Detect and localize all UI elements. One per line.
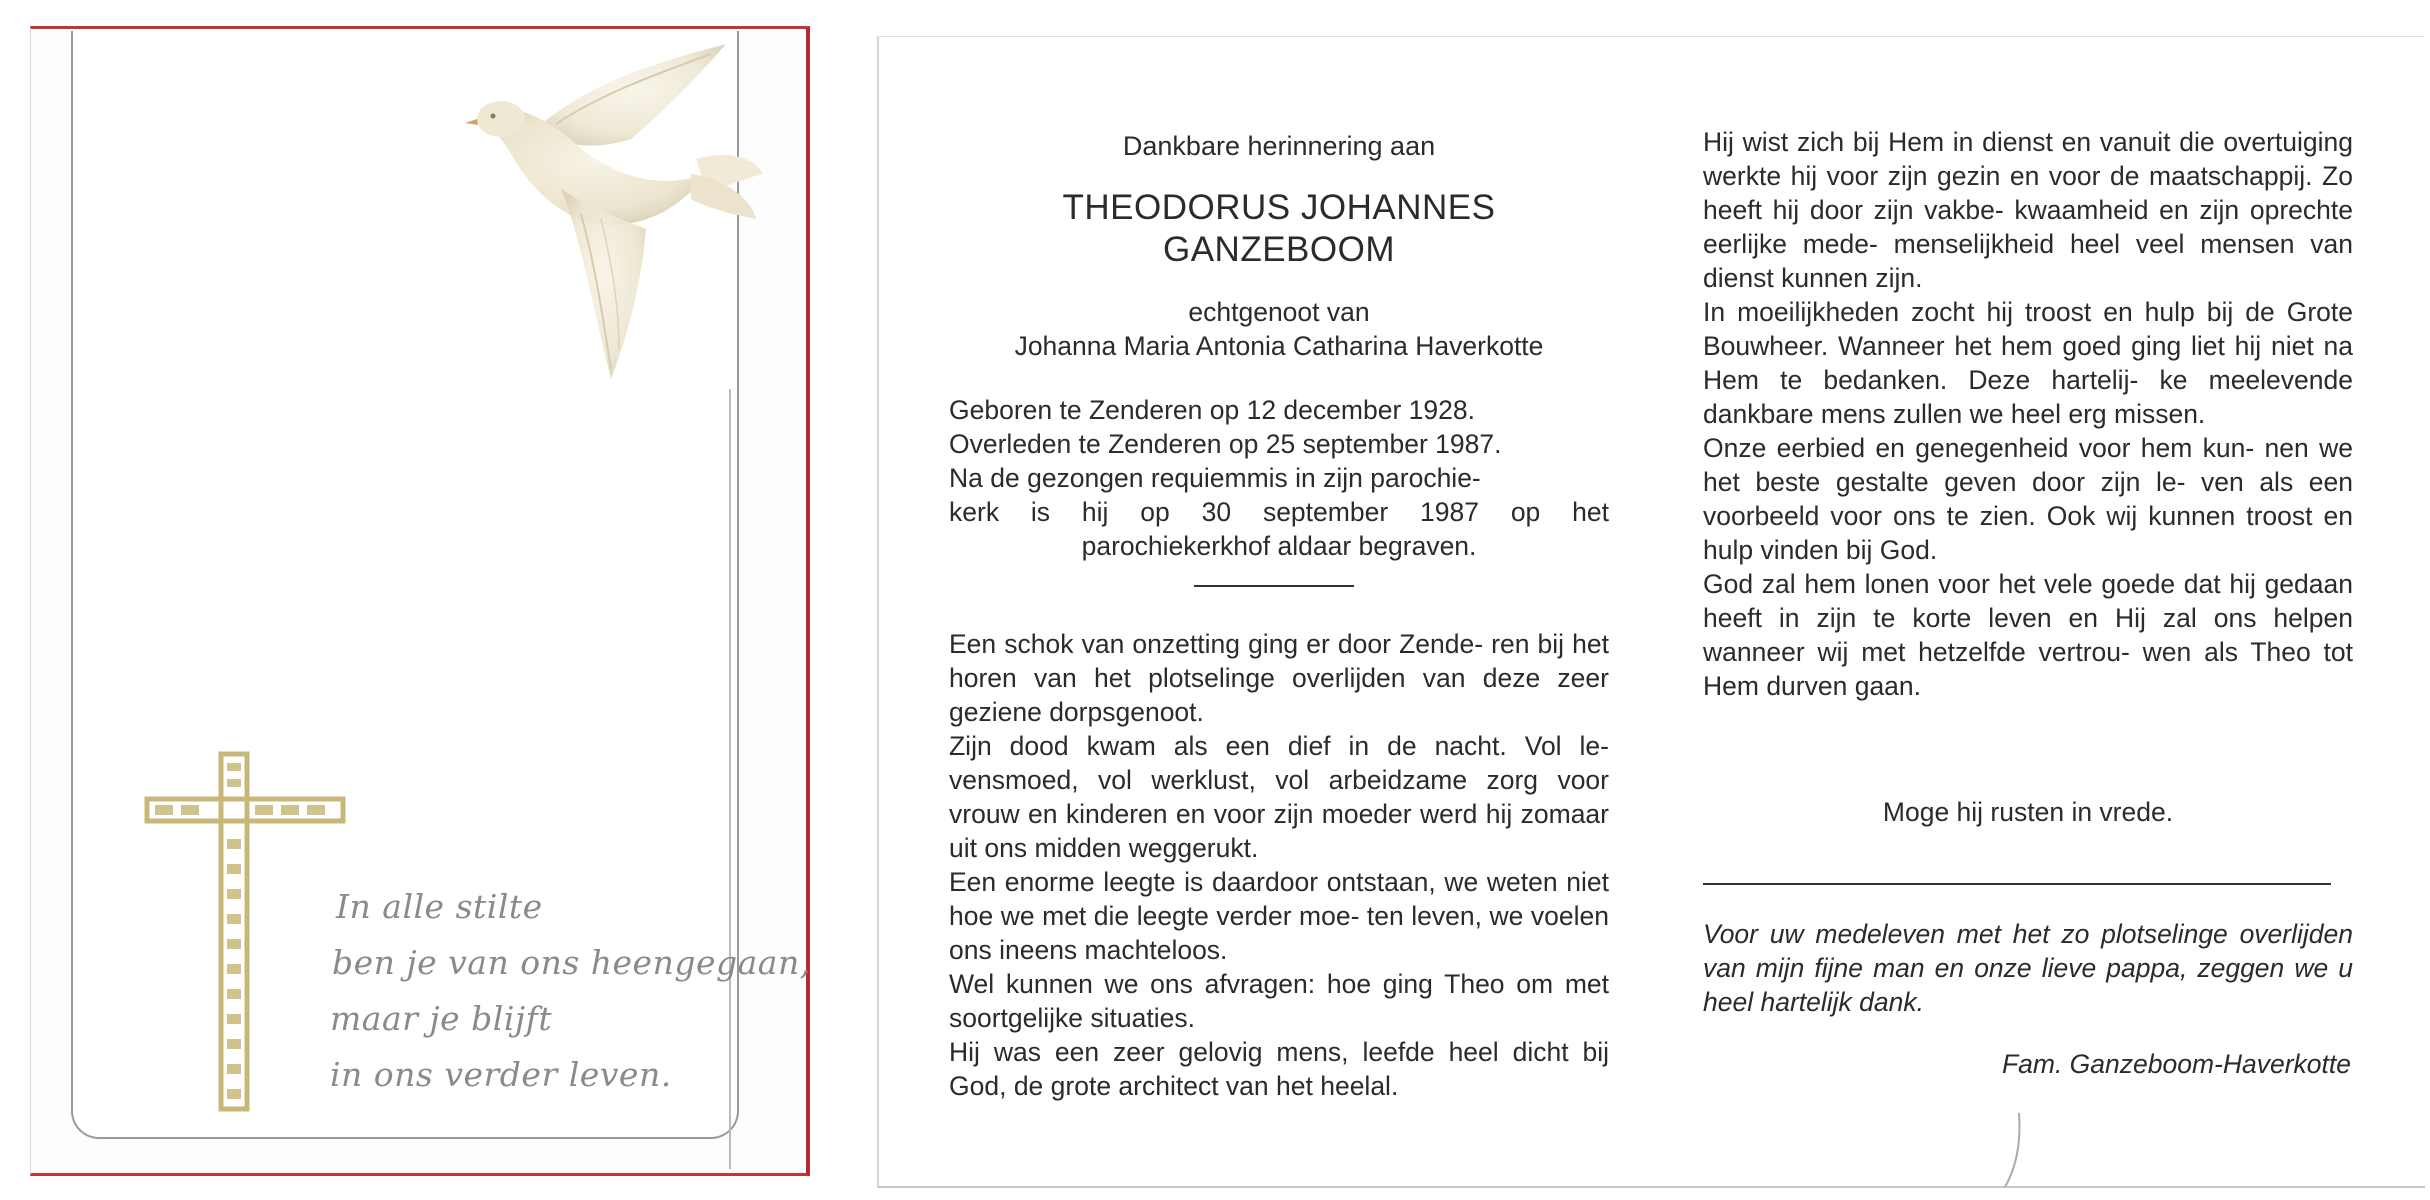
family-signature: Fam. Ganzeboom-Haverkotte: [2001, 1049, 2351, 1079]
spouse-block: [949, 295, 1609, 363]
divider-rule: [1703, 883, 2331, 885]
date-line: kerk is hij op 30 september 1987 op het: [949, 497, 1609, 527]
intro-line: Dankbare herinnering aan: [1122, 131, 1436, 161]
dates-block: [949, 393, 1609, 563]
name-line: THEODORUS JOHANNES: [1062, 188, 1496, 227]
date-line: parochiekerkhof aldaar begraven.: [1081, 531, 1477, 561]
paragraph: Hij wist zich bij Hem in dienst en vanuit die overtuiging werkte hij voor zijn gezin en voor de maatschappij. Zo heeft hij door zijn vakbe- kwaamheid en zijn oprechte eerlijke mede- menselijkheid heel veel mensen van dienst kunnen zijn.: [1703, 127, 2353, 293]
cross-icon: [141, 749, 351, 1119]
column1-text: [949, 627, 1609, 1103]
date-line: Geboren te Zenderen op 12 december 1928.: [949, 395, 1475, 425]
poem-line: in ons verder leven.: [330, 1055, 672, 1094]
fold-mark: [1997, 1111, 2037, 1191]
thanks-note: Voor uw medeleven met het zo plotselinge overlijden van mijn fijne man en onze lieve pappa, zeggen we u heel hartelijk dank.: [1703, 919, 2353, 1017]
paragraph: Een schok van onzetting ging er door Zende- ren bij het horen van het plotselinge overlijden van deze zeer geziene dorpsgenoot.: [949, 629, 1609, 727]
spouse-label: echtgenoot van: [1188, 297, 1370, 327]
paragraph: Wel kunnen we ons afvragen: hoe ging Theo om met soortgelijke situaties.: [949, 969, 1609, 1033]
paragraph: Een enorme leegte is daardoor ontstaan, we weten niet hoe we met die leegte verder moe- ten leven, we voelen ons ineens machteloos.: [949, 867, 1609, 965]
date-line: Overleden te Zenderen op 25 september 1987.: [949, 429, 1502, 459]
name-line: GANZEBOOM: [1162, 230, 1396, 269]
column2-text: [1703, 125, 2353, 703]
spouse-name: Johanna Maria Antonia Catharina Haverkotte: [1014, 331, 1544, 361]
dove-illustration: [441, 39, 771, 409]
inside-card: [877, 36, 2425, 1188]
paragraph: Zijn dood kwam als een dief in de nacht. Vol le- vensmoed, vol werklust, vol arbeidzame zorg voor vrouw en kinderen en voor zijn moeder werd hij zomaar uit ons midden weggerukt.: [949, 731, 1609, 863]
poem-line: ben je van ons heengegaan,: [332, 943, 811, 982]
paragraph: God zal hem lonen voor het vele goede dat hij gedaan heeft in zijn te korte leven en Hij zal ons helpen wanneer wij met hetzelfde vertrou- wen als Theo tot Hem durven gaan.: [1703, 569, 2353, 701]
deceased-name: [949, 187, 1609, 271]
front-card: [30, 26, 810, 1176]
poem-line: In alle stilte: [336, 887, 543, 926]
paragraph: Onze eerbied en genegenheid voor hem kun- nen we het beste gestalte geven door zijn le- ven als een voorbeeld voor ons te zien. Ook wij kunnen troost en hulp vinden bij God.: [1703, 433, 2353, 565]
divider-rule: [1194, 585, 1354, 587]
date-line: Na de gezongen requiemmis in zijn parochie-: [949, 463, 1481, 493]
poem: [330, 879, 811, 1103]
paragraph: In moeilijkheden zocht hij troost en hulp bij de Grote Bouwheer. Wanneer het hem goed ging liet hij niet na Hem te bedanken. Deze hartelij- ke meelevende dankbare mens zullen we heel erg missen.: [1703, 297, 2353, 429]
poem-line: maar je blijft: [330, 999, 553, 1038]
paragraph: Hij was een zeer gelovig mens, leefde heel dicht bij God, de grote architect van het heelal.: [949, 1037, 1609, 1101]
rest-in-peace: Moge hij rusten in vrede.: [1882, 797, 2174, 827]
